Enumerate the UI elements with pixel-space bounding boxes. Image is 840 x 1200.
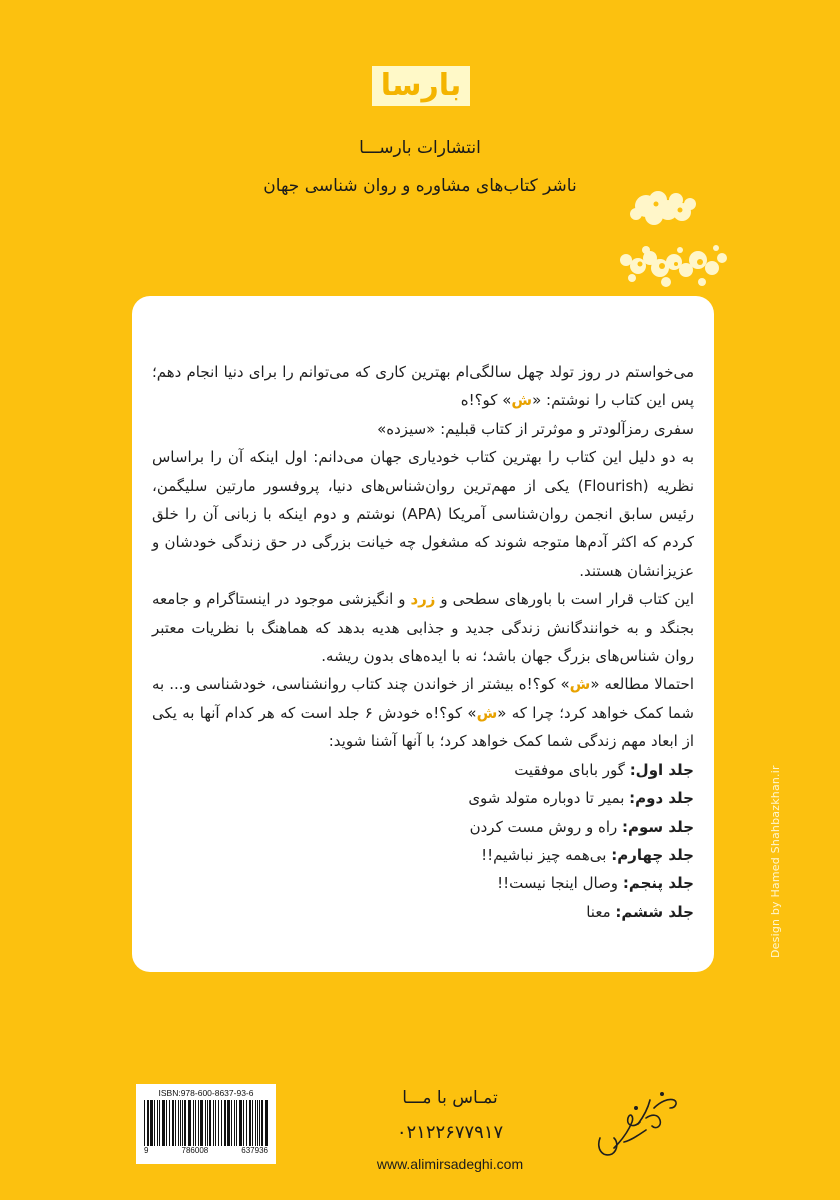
author-signature	[588, 1078, 684, 1174]
volume-title: جلد چهارم:	[611, 845, 694, 864]
volume-title: جلد سوم:	[622, 817, 694, 836]
barcode	[136, 1084, 276, 1164]
barcode-bar	[265, 1100, 268, 1146]
barcode-bar	[218, 1100, 219, 1146]
barcode-digit-right: 637936	[241, 1146, 268, 1155]
highlight-word: زرد	[410, 590, 436, 609]
barcode-bar	[259, 1100, 260, 1146]
volume-list	[152, 756, 694, 926]
barcode-bar	[159, 1100, 160, 1146]
barcode-bar	[236, 1100, 237, 1146]
intro-text: می‌خواستم در روز تولد چهل سالگی‌ام بهترین کاری که می‌توانم را برای دنیا انجام دهم؛ پس این کتاب را نوشتم: «	[152, 363, 694, 410]
barcode-bar	[255, 1100, 256, 1146]
barcode-bar	[182, 1100, 183, 1146]
paragraph-intro	[152, 358, 694, 415]
barcode-bar	[257, 1100, 258, 1146]
barcode-bar	[239, 1100, 242, 1146]
volume-name: بمیر تا دوباره متولد شوی	[468, 789, 625, 808]
barcode-bar	[195, 1100, 196, 1146]
paragraph-reasons: به دو دلیل این کتاب را بهترین کتاب خودیاری جهان می‌دانم: اول اینکه آن را براساس نظریه (Flourish) یکی از مهم‌ترین روان‌شناس‌های دنیا، پروفسور مارتین سلیگمن، رئیس سابق انجمن روان‌شناسی آمریکا (APA) نوشتم و دوم اینکه با زبانی آن را خلق کردم که اکثر آدم‌ها متوجه شوند که مشغول چه خیانت بزرگی در حق زندگی خودشان و عزیزانشان هستند.	[152, 448, 694, 580]
barcode-bar	[184, 1100, 186, 1146]
volumes-text-c: » کو؟!ه خودش ۶ جلد است که هر کدام آنها به یکی از ابعاد مهم زندگی شما کمک خواهد کرد؛ با آنها آشنا شوید:	[152, 703, 694, 751]
barcode-bar	[144, 1100, 145, 1146]
publisher-logo	[372, 66, 470, 106]
volume-title: جلد پنجم:	[622, 874, 694, 893]
barcode-bar	[221, 1100, 222, 1146]
list-item	[152, 784, 694, 812]
barcode-bar	[215, 1100, 216, 1146]
list-item	[152, 898, 694, 926]
barcode-bar	[188, 1100, 191, 1146]
barcode-bar	[150, 1100, 153, 1146]
barcode-digit-left: 786008	[181, 1146, 209, 1155]
barcode-bar	[207, 1100, 208, 1146]
barcode-bar	[154, 1100, 155, 1146]
list-item	[152, 869, 694, 897]
barcode-bar	[231, 1100, 232, 1146]
highlight-letter: ش	[511, 391, 533, 410]
paragraph-volumes-intro	[152, 670, 694, 755]
contact-phone: ۰۲۱۲۲۶۷۷۹۱۷	[396, 1122, 504, 1143]
publisher-tagline: ناشر کتاب‌های مشاوره و روان شناسی جهان	[263, 176, 577, 196]
splash-decoration	[616, 178, 736, 298]
barcode-bar	[246, 1100, 247, 1146]
barcode-bar	[162, 1100, 165, 1146]
list-item	[152, 813, 694, 841]
barcode-bar	[234, 1100, 235, 1146]
contact-website: www.alimirsadeghi.com	[376, 1156, 524, 1172]
volumes-text-a: احتمالا مطالعه «	[590, 675, 694, 694]
barcode-digit-lead: 9	[144, 1146, 149, 1155]
barcode-bar	[200, 1100, 203, 1146]
volume-name: وصال اینجا نیست!!	[497, 874, 619, 893]
barcode-bar	[198, 1100, 199, 1146]
barcode-bar	[172, 1100, 174, 1146]
volume-name: راه و روش مست کردن	[469, 817, 618, 836]
barcode-bar	[147, 1100, 149, 1146]
paragraph-purpose	[152, 585, 694, 670]
volume-title: جلد دوم:	[629, 789, 694, 808]
barcode-digits	[142, 1146, 270, 1155]
volume-title: جلد اول:	[629, 760, 694, 779]
purpose-text-b: و انگیزشی موجود در اینستاگرام و جامعه بجنگد و به خوانندگانش زندگی جدید و جذابی هدیه بدهد که هماهنگ با نظریات معتبر روان شناس‌های بزرگ جهان باشد؛ نه با ایده‌های بدون ریشه.	[152, 590, 694, 666]
barcode-bar	[227, 1100, 230, 1146]
barcode-bars	[142, 1100, 270, 1146]
designer-credit: Design by Hamed Shahbazkhan.ir	[769, 765, 782, 958]
barcode-bar	[243, 1100, 244, 1146]
paragraph-previous-book: سفری رمزآلودتر و موثرتر از کتاب قبلیم: «سیزده»	[377, 419, 694, 438]
volume-name: گور بابای موفقیت	[514, 760, 625, 779]
isbn-label: ISBN:978-600-8637-93-6	[158, 1088, 254, 1098]
barcode-bar	[157, 1100, 158, 1146]
contact-title: تمـاس با مـــا	[402, 1088, 498, 1108]
barcode-bar	[252, 1100, 253, 1146]
list-item	[152, 756, 694, 784]
barcode-bar	[178, 1100, 179, 1146]
barcode-bar	[166, 1100, 167, 1146]
volume-title: جلد ششم:	[615, 902, 694, 921]
barcode-bar	[209, 1100, 211, 1146]
barcode-bar	[249, 1100, 251, 1146]
highlight-letter-2: ش	[569, 675, 591, 694]
barcode-bar	[205, 1100, 206, 1146]
volumes-text-b: » کو؟!ه بیشتر از خواندن چند کتاب روانشناسی، خودشناسی و... به شما کمک خواهد کرد؛ چرا که «	[152, 675, 694, 722]
barcode-bar	[180, 1100, 181, 1146]
barcode-bar	[169, 1100, 170, 1146]
intro-text-end: » کو؟!ه	[460, 391, 512, 410]
list-item	[152, 841, 694, 869]
description-card	[132, 296, 714, 972]
purpose-text-a: این کتاب قرار است با باورهای سطحی و	[435, 590, 694, 609]
volume-name: معنا	[586, 902, 611, 921]
barcode-bar	[261, 1100, 263, 1146]
barcode-bar	[193, 1100, 194, 1146]
volume-name: بی‌همه چیز نباشیم!!	[481, 845, 607, 864]
barcode-bar	[213, 1100, 214, 1146]
barcode-bar	[224, 1100, 226, 1146]
barcode-bar	[175, 1100, 176, 1146]
highlight-letter-3: ش	[476, 703, 498, 722]
logo-text: بارسا	[380, 68, 462, 103]
publisher-name: انتشارات بارســـا	[359, 138, 481, 158]
